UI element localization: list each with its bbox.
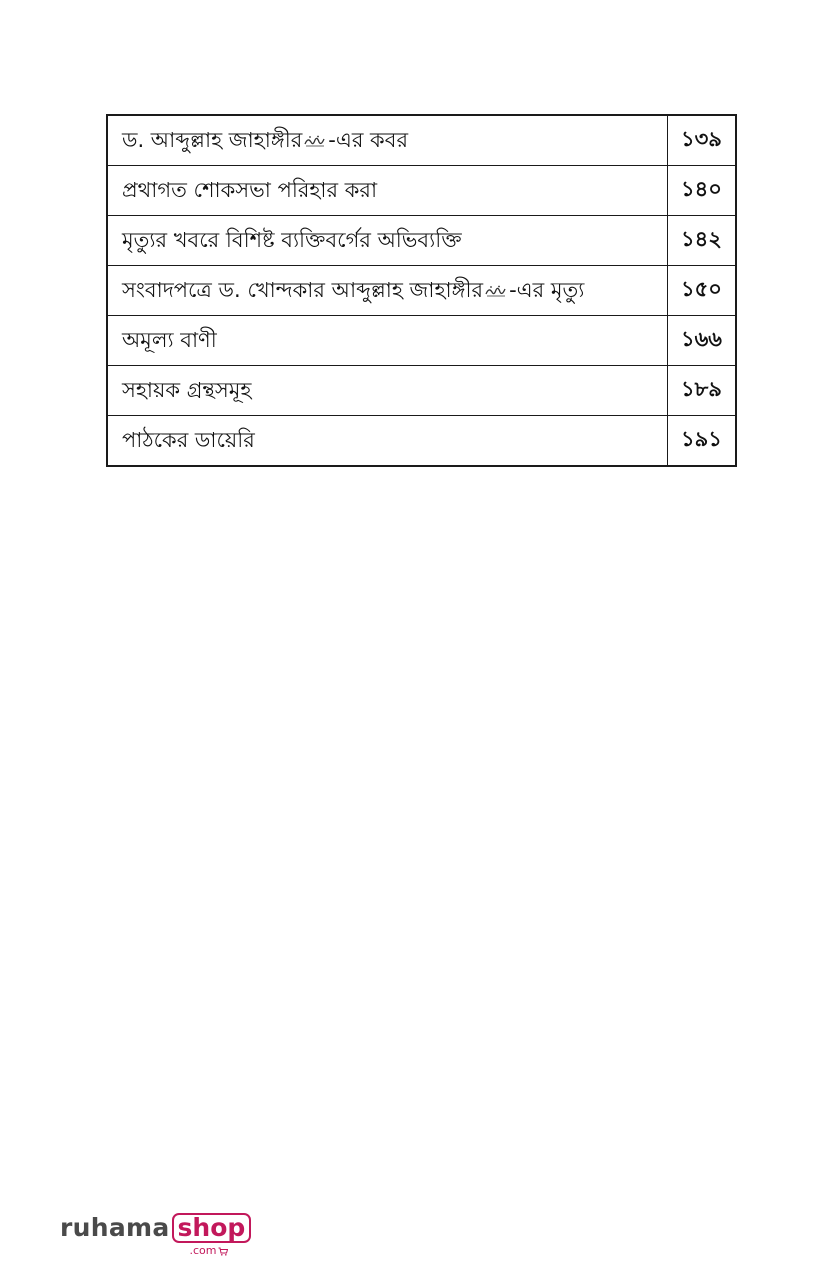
title-text: ড. আব্দুল্লাহ জাহাঙ্গীর: [122, 127, 303, 152]
table-row: [107, 316, 736, 366]
logo-domain-text: .com: [189, 1244, 217, 1257]
toc-page-number: ১৬৬: [668, 316, 737, 366]
title-text: সংবাদপত্রে ড. খোন্দকার আব্দুল্লাহ জাহাঙ্গীর: [122, 277, 484, 302]
honorific-calligraphy-icon: [485, 284, 507, 298]
toc-entry-title: [107, 166, 668, 216]
toc-entry-title: [107, 416, 668, 467]
toc-page-number: ১৮৯: [668, 366, 737, 416]
toc-page-number: ১৪২: [668, 216, 737, 266]
toc-body: [107, 115, 736, 466]
title-suffix: -এর কবর: [328, 127, 408, 152]
table-row: [107, 366, 736, 416]
table-row: [107, 416, 736, 467]
table-row: [107, 115, 736, 166]
logo-shop-badge: [172, 1213, 252, 1257]
toc-page-number: ১৩৯: [668, 115, 737, 166]
title-text: অমূল্য বাণী: [122, 327, 217, 352]
logo-text-shop: shop: [172, 1213, 252, 1243]
toc-entry-title: [107, 316, 668, 366]
table-row: [107, 266, 736, 316]
honorific-calligraphy-icon: [304, 134, 326, 148]
toc-page-number: ১৫০: [668, 266, 737, 316]
table-of-contents: [106, 114, 737, 467]
table-row: [107, 166, 736, 216]
title-text: সহায়ক গ্রন্থসমূহ: [122, 377, 252, 402]
title-text: মৃত্যুর খবরে বিশিষ্ট ব্যক্তিবর্গের অভিব্যক্তি: [122, 227, 462, 252]
cart-icon: [218, 1247, 228, 1256]
toc-entry-title: [107, 216, 668, 266]
logo-domain: [190, 1244, 228, 1257]
title-suffix: -এর মৃত্যু: [509, 277, 585, 302]
title-text: প্রথাগত শোকসভা পরিহার করা: [122, 177, 378, 202]
toc-entry-title: [107, 366, 668, 416]
toc-entry-title: [107, 115, 668, 166]
toc-entry-title: [107, 266, 668, 316]
toc-page-number: ১৪০: [668, 166, 737, 216]
toc-page-number: ১৯১: [668, 416, 737, 467]
logo-text-ruhama: ruhama: [60, 1213, 170, 1242]
table-row: [107, 216, 736, 266]
ruhamashop-logo: [60, 1213, 251, 1257]
title-text: পাঠকের ডায়েরি: [122, 427, 255, 452]
